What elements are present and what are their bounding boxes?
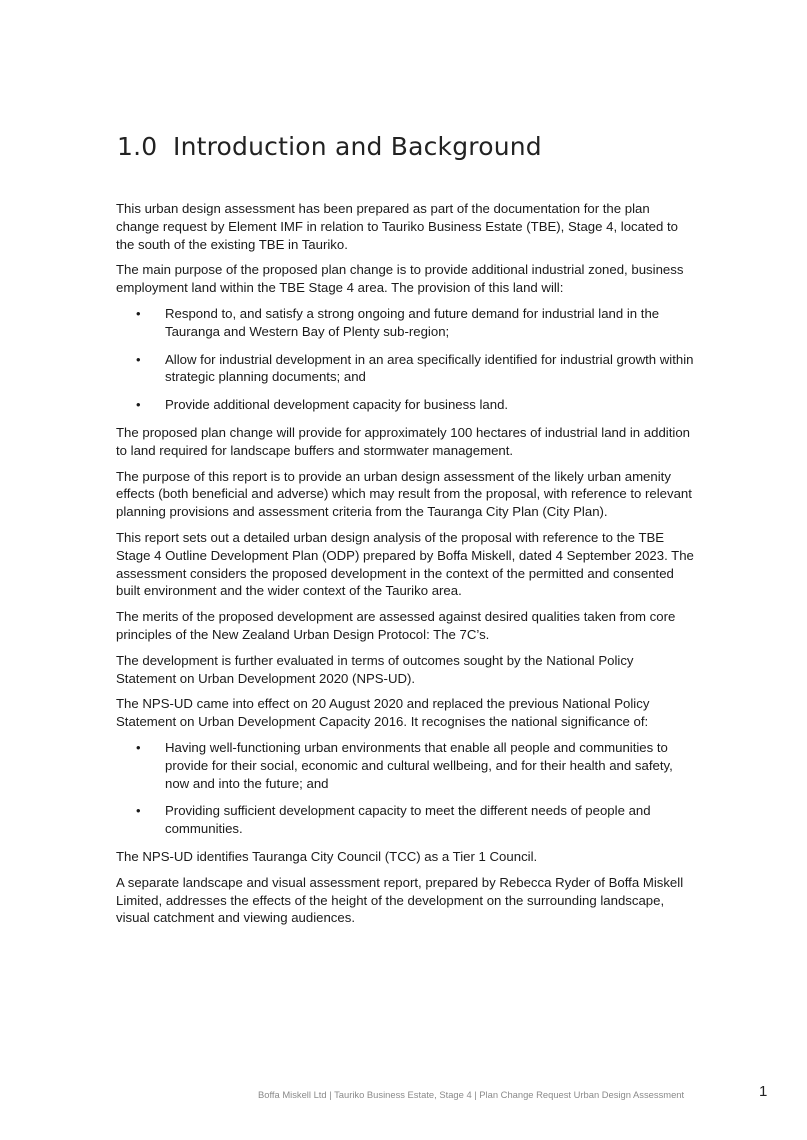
section-heading bbox=[117, 132, 542, 161]
bullet-list bbox=[116, 305, 696, 414]
paragraph: The development is further evaluated in terms of outcomes sought by the National Policy Statement on Urban Development 2020 (NPS-UD). bbox=[116, 652, 634, 686]
paragraph: The proposed plan change will provide for approximately 100 hectares of industrial land in addition to land required for landscape buffers and stormwater management. bbox=[116, 424, 691, 458]
paragraph: This report sets out a detailed urban design analysis of the proposal with reference to the TBE Stage 4 Outline Development Plan (ODP) prepared by Boffa Miskell, dated 4 September 2023. The assessment considers the proposed development in the context of the permitted and consented built environment and the wider context of the Tauriko area. bbox=[116, 529, 694, 599]
paragraph: This urban design assessment has been prepared as part of the documentation for the plan change request by Element IMF in relation to Tauriko Business Estate (TBE), Stage 4, located to the south of the existing TBE in Tauriko. bbox=[116, 201, 678, 252]
page-footer: Boffa Miskell Ltd | Tauriko Business Estate, Stage 4 | Plan Change Request Urban Design Assessment bbox=[258, 1089, 685, 1100]
paragraph: The purpose of this report is to provide an urban design assessment of the likely urban amenity effects (both beneficial and adverse) which may result from the proposal, with reference to relevant planning provisions and assessment criteria from the Tauranga City Plan (City Plan). bbox=[116, 468, 692, 520]
bullet-item: • Respond to, and satisfy a strong ongoing and future demand for industrial land in the Tauranga and Western Bay of Plenty sub-region; bbox=[116, 305, 696, 341]
bullet-item: • Providing sufficient development capacity to meet the different needs of people and communities. bbox=[116, 802, 696, 838]
paragraph: The NPS-UD identifies Tauranga City Council (TCC) as a Tier 1 Council. bbox=[116, 848, 538, 864]
paragraph: The main purpose of the proposed plan change is to provide additional industrial zoned, business employment land within the TBE Stage 4 area. The provision of this land will: bbox=[116, 262, 684, 296]
section-number: 1.0 bbox=[117, 132, 158, 161]
bullet-item: • Allow for industrial development in an area specifically identified for industrial growth within strategic planning documents; and bbox=[116, 351, 696, 387]
paragraph: The NPS-UD came into effect on 20 August 2020 and replaced the previous National Policy Statement on Urban Development Capacity 2016. It recognises the national significance of: bbox=[116, 696, 650, 730]
section-title: Introduction and Background bbox=[173, 132, 542, 161]
bullet-list bbox=[116, 739, 696, 838]
body-text bbox=[116, 200, 696, 935]
page-number: 1 bbox=[759, 1083, 768, 1100]
paragraph: A separate landscape and visual assessment report, prepared by Rebecca Ryder of Boffa Miskell Limited, addresses the effects of the height of the development on the surrounding landscape, visual catchment and viewing audiences. bbox=[116, 874, 684, 926]
bullet-item: • Having well-functioning urban environments that enable all people and communities to provide for their social, economic and cultural wellbeing, and for their health and safety, now and into the future; and bbox=[116, 739, 696, 792]
paragraph: The merits of the proposed development are assessed against desired qualities taken from core principles of the New Zealand Urban Design Protocol: The 7C’s. bbox=[116, 609, 676, 642]
bullet-item: • Provide additional development capacity for business land. bbox=[116, 396, 696, 414]
